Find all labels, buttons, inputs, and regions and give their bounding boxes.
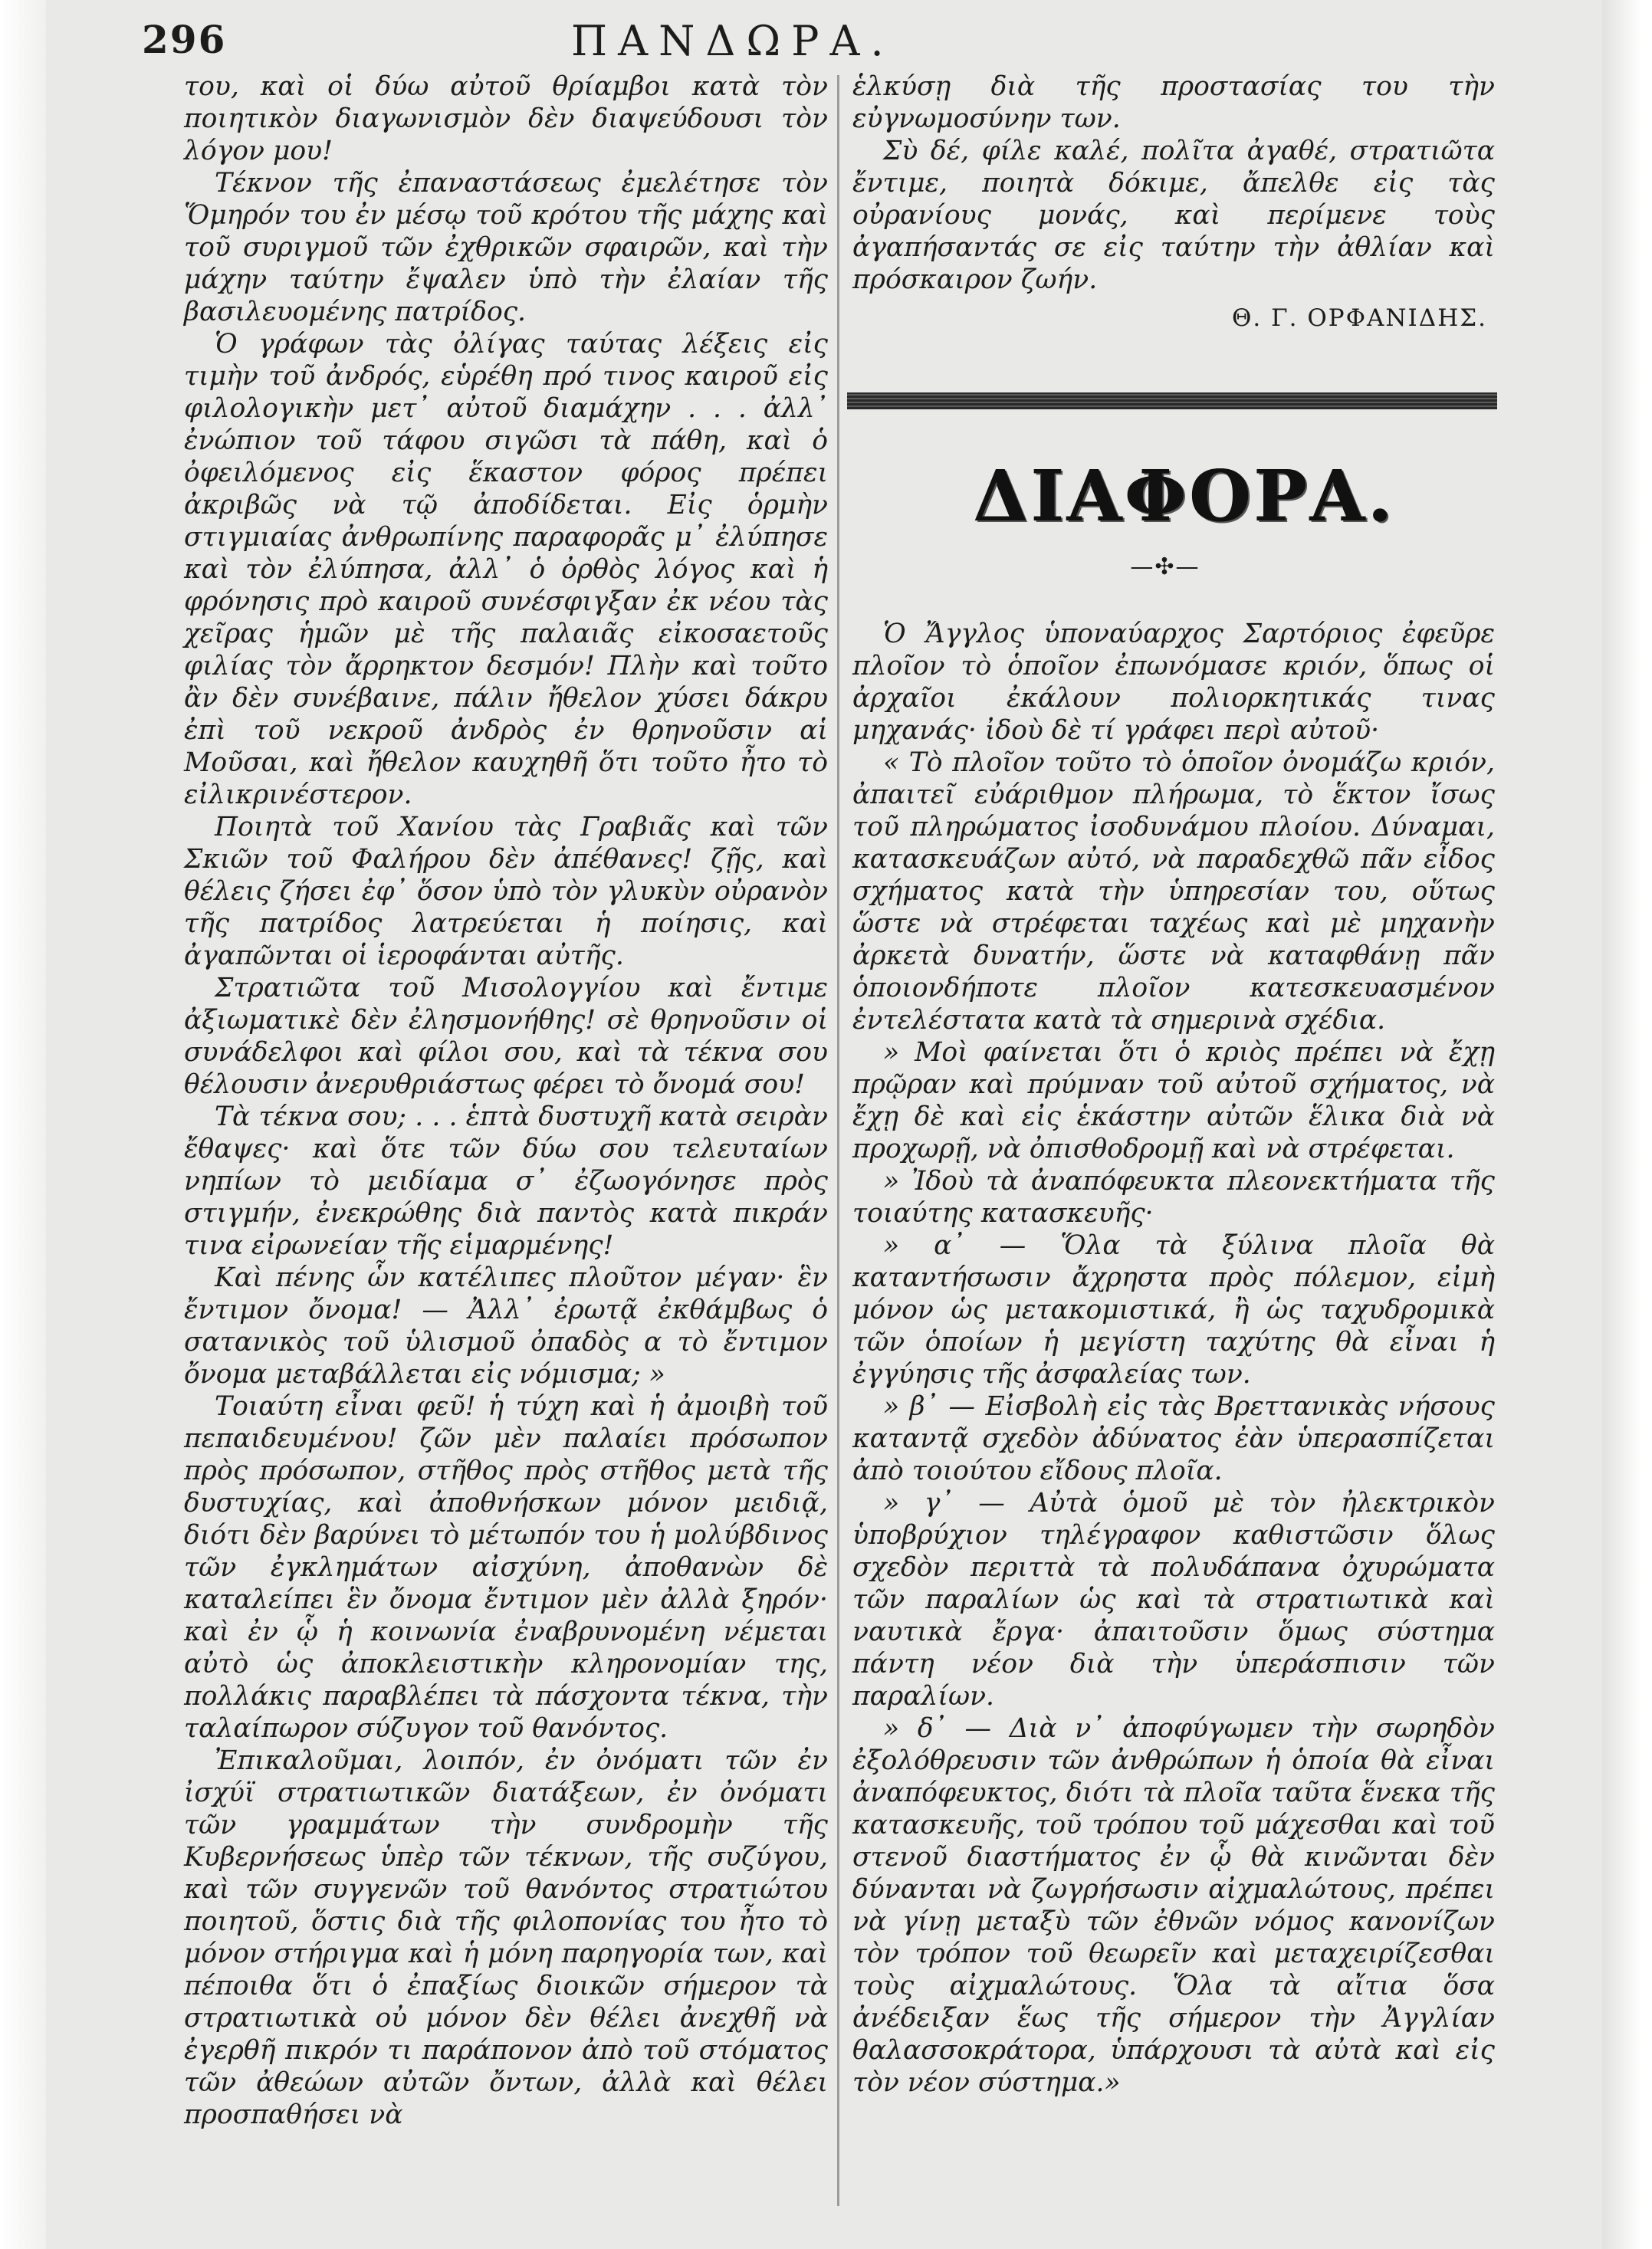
section-rule: [847, 392, 1497, 409]
paragraph: Τέκνον τῆς ἐπαναστάσεως ἐμελέτησε τὸν Ὅμηρόν του ἐν μέσῳ τοῦ κρότου τῆς μάχης καὶ τοῦ συριγμοῦ τῶν ἐχθρικῶν σφαιρῶν, καὶ τὴν μάχην ταύτην ἔψαλεν ὑπὸ τὴν ἐλαίαν τῆς βασιλευομένης πατρίδος.: [184, 168, 828, 327]
paragraph: ἑλκύσῃ διὰ τῆς προστασίας του τὴν εὐγνωμοσύνην των.: [852, 71, 1495, 134]
section-heading: ΔΙΑΦΟΡΑ.: [974, 455, 1396, 537]
paragraph: » δ᾽ — Διὰ ν᾽ ἀποφύγωμεν τὴν σωρηδὸν ἐξολόθρευσιν τῶν ἀνθρώπων ἡ ὁποία θὰ εἶναι ἀναπόφευκτος, διότι τὰ πλοῖα ταῦτα ἕνεκα τῆς κατασκευῆς, τοῦ τρόπου τοῦ μάχεσθαι καὶ τοῦ στενοῦ διαστήματος ἐν ᾧ θὰ κινῶνται δὲν δύνανται νὰ ζωγρήσωσιν αἰχμαλώτους, πρέπει νὰ γίνῃ μεταξὺ τῶν ἐθνῶν νόμος κανονίζων τὸν τρόπον τοῦ θεωρεῖν καὶ μεταχειρίζεσθαι τοὺς αἰχμαλώτους. Ὅλα τὰ αἴτια ὅσα ἀνέδειξαν ἕως τῆς σήμερον τὴν Ἀγγλίαν θαλασσοκράτορα, ὑπάρχουσι τὰ αὐτὰ καὶ εἰς τὸν νέον σύστημα.»: [852, 1713, 1495, 2098]
heading-ornament: —✣—: [1130, 553, 1200, 580]
paragraph: Στρατιῶτα τοῦ Μισολογγίου καὶ ἔντιμε ἀξιωματικὲ δὲν ἐλησμονήθης! σὲ θρηνοῦσιν οἱ συνάδελφοι καὶ φίλοι σου, καὶ τὰ τέκνα σου θέλουσιν ἀνερυθριάστως φέρει τὸ ὄνομά σου!: [184, 973, 828, 1100]
paragraph: « Τὸ πλοῖον τοῦτο τὸ ὁποῖον ὀνομάζω κριόν, ἀπαιτεῖ εὐάριθμον πλήρωμα, τὸ ἕκτον ἴσως τοῦ πληρώματος ἰσοδυνάμου πλοίου. Δύναμαι, κατασκευάζων αὐτό, νὰ παραδεχθῶ πᾶν εἶδος σχήματος κατὰ τὴν ὑπηρεσίαν του, οὕτως ὥστε νὰ στρέφεται ταχέως καὶ μὲ μηχανὴν ἀρκετὰ δυνατήν, ὥστε νὰ καταφθάνῃ πᾶν ὁποιονδήποτε πλοῖον κατεσκευασμένον ἐντελέστατα κατὰ τὰ σημερινὰ σχέδια.: [852, 747, 1495, 1036]
column-divider: [837, 75, 839, 2206]
paragraph: » Μοὶ φαίνεται ὅτι ὁ κριὸς πρέπει νὰ ἔχῃ πρῷραν καὶ πρύμναν τοῦ αὐτοῦ σχήματος, νὰ ἔχῃ δὲ καὶ εἰς ἑκάστην αὐτῶν ἕλικα διὰ νὰ προχωρῇ, νὰ ὀπισθοδρομῇ καὶ νὰ στρέφεται.: [852, 1037, 1495, 1164]
right-column-bottom: [852, 618, 1495, 2099]
paragraph: Ἐπικαλοῦμαι, λοιπόν, ἐν ὀνόματι τῶν ἐν ἰσχύϊ στρατιωτικῶν διατάξεων, ἐν ὀνόματι τῶν γραμμάτων τὴν συνδρομὴν τῆς Κυβερνήσεως ὑπὲρ τῶν τέκνων, τῆς συζύγου, καὶ τῶν συγγενῶν τοῦ θανόντος στρατιώτου ποιητοῦ, ὅστις διὰ τῆς φιλοπονίας του ἦτο τὸ μόνον στήριγμα καὶ ἡ μόνη παρηγορία των, καὶ πέποιθα ὅτι ὁ ἐπαξίως διοικῶν σήμερον τὰ στρατιωτικὰ οὐ μόνον δὲν θέλει ἀνεχθῆ νὰ ἐγερθῆ πικρόν τι παράπονον ἀπὸ τοῦ στόματος τῶν ἀθεώων αὐτῶν ὄντων, ἀλλὰ καὶ θέλει προσπαθήσει νὰ: [184, 1745, 828, 2130]
paragraph: Τὰ τέκνα σου; . . . ἑπτὰ δυστυχῆ κατὰ σειρὰν ἔθαψες· καὶ ὅτε τῶν δύω σου τελευταίων νηπίων τὸ μειδίαμα σ᾽ ἐζωογόνησε πρὸς στιγμήν, ἐνεκρώθης διὰ παντὸς κατὰ πικράν τινα εἰρωνείαν τῆς εἱμαρμένης!: [184, 1102, 828, 1261]
paragraph: Ὁ γράφων τὰς ὀλίγας ταύτας λέξεις εἰς τιμὴν τοῦ ἀνδρός, εὑρέθη πρό τινος καιροῦ εἰς φιλολογικὴν μετ᾽ αὐτοῦ διαμάχην . . . ἀλλ᾽ ἐνώπιον τοῦ τάφου σιγῶσι τὰ πάθη, καὶ ὁ ὀφειλόμενος εἰς ἕκαστον φόρος πρέπει ἀκριβῶς νὰ τῷ ἀποδίδεται. Εἰς ὁρμὴν στιγμιαίας ἀνθρωπίνης παραφορᾶς μ᾽ ἐλύπησε καὶ τὸν ἐλύπησα, ἀλλ᾽ ὁ ὀρθὸς λόγος καὶ ἡ φρόνησις πρὸ καιροῦ συνέσφιγξαν ἐκ νέου τὰς χεῖρας ἡμῶν μὲ τῆς παλαιᾶς εἰκοσαετοῦς φιλίας τὸν ἄρρηκτον δεσμόν! Πλὴν καὶ τοῦτο ἂν δὲν συνέβαινε, πάλιν ἤθελον χύσει δάκρυ ἐπὶ τοῦ νεκροῦ ἀνδρὸς ἐν θρηνοῦσιν αἱ Μοῦσαι, καὶ ἤθελον καυχηθῆ ὅτι τοῦτο ἦτο τὸ εἰλικρινέστερον.: [184, 329, 828, 810]
paragraph: » α᾽ — Ὅλα τὰ ξύλινα πλοῖα θὰ καταντήσωσιν ἄχρηστα πρὸς πόλεμον, εἰμὴ μόνον ὡς μετακομιστικά, ἢ ὡς ταχυδρομικὰ τῶν ὁποίων ἡ μεγίστη ταχύτης θὰ εἶναι ἡ ἐγγύησις τῆς ἀσφαλείας των.: [852, 1230, 1495, 1390]
paragraph: » β᾽ — Εἰσβολὴ εἰς τὰς Βρεττανικὰς νήσους καταντᾷ σχεδὸν ἀδύνατος ἐὰν ὑπερασπίζεται ἀπὸ τοιούτου εἴδους πλοῖα.: [852, 1391, 1495, 1486]
running-title: ΠΑΝΔΩΡΑ.: [571, 17, 895, 65]
paragraph: Ποιητὰ τοῦ Χανίου τὰς Γραβιᾶς καὶ τῶν Σκιῶν τοῦ Φαλήρου δὲν ἀπέθανες! ζῇς, καὶ θέλεις ζήσει ἐφ᾽ ὅσον ὑπὸ τὸν γλυκὺν οὐρανὸν τῆς πατρίδος λατρεύεται ἡ ποίησις, καὶ ἀγαπῶνται οἱ ἱεροφάνται αὐτῆς.: [184, 812, 828, 971]
paragraph: » Ἰδοὺ τὰ ἀναπόφευκτα πλεονεκτήματα τῆς τοιαύτης κατασκευῆς·: [852, 1166, 1495, 1229]
page-number: 296: [142, 17, 227, 62]
page-header: [142, 17, 970, 78]
right-column-top: [852, 71, 1495, 334]
author-signature: Θ. Γ. ΟΡΦΑΝΙΔΗΣ.: [1232, 304, 1487, 332]
paragraph: » γ᾽ — Αὐτὰ ὁμοῦ μὲ τὸν ἠλεκτρικὸν ὑποβρύχιον τηλέγραφον καθιστῶσιν ὅλως σχεδὸν περιττὰ τὰ πολυδάπανα ὀχυρώματα τῶν παραλίων ὡς καὶ τὰ στρατιωτικὰ καὶ ναυτικὰ ἔργα· ἀπαιτοῦσιν ὅμως σύστημα πάντη νέον διὰ τὴν ὑπεράσπισιν τῶν παραλίων.: [852, 1488, 1495, 1712]
paragraph: Ὁ Ἄγγλος ὑποναύαρχος Σαρτόριος ἐφεῦρε πλοῖον τὸ ὁποῖον ἐπωνόμασε κριόν, ὅπως οἱ ἀρχαῖοι ἐκάλουν πολιορκητικάς τινας μηχανάς· ἰδοὺ δὲ τί γράφει περὶ αὐτοῦ·: [852, 619, 1495, 746]
paragraph: Σὺ δέ, φίλε καλέ, πολῖτα ἀγαθέ, στρατιῶτα ἔντιμε, ποιητὰ δόκιμε, ἄπελθε εἰς τὰς οὐρανίους μονάς, καὶ περίμενε τοὺς ἀγαπήσαντάς σε εἰς ταύτην τὴν ἀθλίαν καὶ πρόσκαιρον ζωήν.: [852, 136, 1495, 295]
page-edge-right: [1602, 0, 1652, 2249]
paragraph: του, καὶ οἱ δύω αὐτοῦ θρίαμβοι κατὰ τὸν ποιητικὸν διαγωνισμὸν δὲν διαψεύδουσι τὸν λόγον μου!: [184, 71, 828, 166]
paragraph: Τοιαύτη εἶναι φεῦ! ἡ τύχη καὶ ἡ ἀμοιβὴ τοῦ πεπαιδευμένου! ζῶν μὲν παλαίει πρόσωπον πρὸς πρόσωπον, στῆθος πρὸς στῆθος μετὰ τῆς δυστυχίας, καὶ ἀποθνήσκων μόνον μειδιᾷ, διότι δὲν βαρύνει τὸ μέτωπόν του ἡ μολύβδινος τῶν ἐγκλημάτων αἰσχύνη, ἀποθανὼν δὲ καταλείπει ἓν ὄνομα ἔντιμον μὲν ἀλλὰ ξηρόν· καὶ ἐν ᾧ ἡ κοινωνία ἐναβρυνομένη νέμεται αὐτὸ ὡς ἀποκλειστικὴν κληρονομίαν της, πολλάκις παραβλέπει τὰ πάσχοντα τέκνα, τὴν ταλαίπωρον σύζυγον τοῦ θανόντος.: [184, 1391, 828, 1744]
page-edge-left: [0, 0, 46, 2249]
left-column: [184, 71, 828, 2131]
paragraph: Καὶ πένης ὧν κατέλιπες πλοῦτον μέγαν· ἓν ἔντιμον ὄνομα! — Ἀλλ᾽ ἐρωτᾷ ἐκθάμβως ὁ σατανικὸς τοῦ ὑλισμοῦ ὀπαδὸς α τὸ ἔντιμον ὄνομα μεταβάλλεται εἰς νόμισμα; »: [184, 1262, 828, 1390]
